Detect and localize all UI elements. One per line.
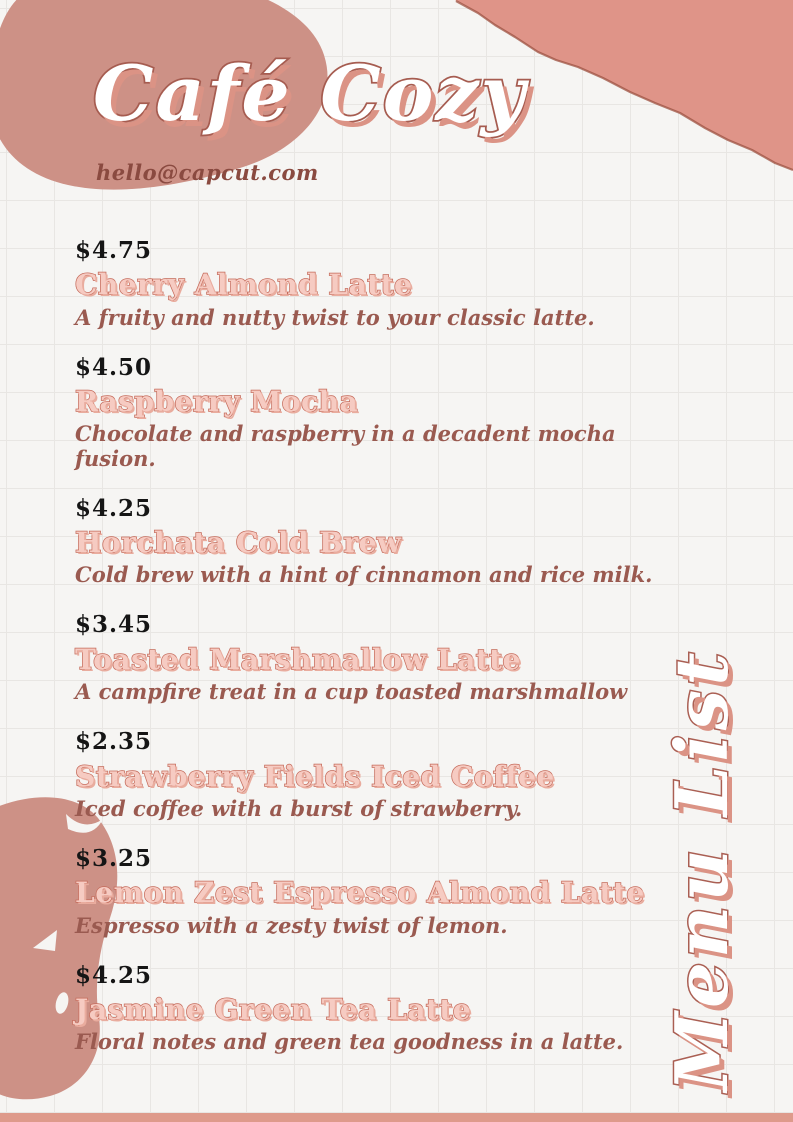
menu-item — [75, 846, 685, 938]
item-name: Cherry Almond Latte — [75, 268, 413, 302]
item-price: $3.45 — [75, 611, 153, 639]
item-price: $4.75 — [75, 237, 153, 264]
page-title: Café Cozy — [93, 49, 527, 138]
menu-item — [75, 963, 685, 1055]
menu-item — [75, 612, 685, 704]
item-description: A campfire treat in a cup toasted marshmallow — [75, 679, 628, 705]
item-name: Jasmine Green Tea Latte — [75, 993, 472, 1027]
item-price: $4.50 — [75, 353, 153, 381]
item-price: $3.25 — [75, 844, 153, 872]
email-text: hello@capcut.com — [96, 160, 319, 185]
item-price: $4.25 — [75, 494, 153, 522]
menu-item — [75, 496, 685, 588]
item-price: $2.35 — [75, 728, 153, 756]
item-name: Toasted Marshmallow Latte — [75, 642, 521, 676]
menu-item — [75, 238, 685, 330]
item-name: Horchata Cold Brew — [75, 526, 402, 560]
item-name: Strawberry Fields Iced Coffee — [75, 759, 555, 793]
item-description: Floral notes and green tea goodness in a latte. — [75, 1029, 624, 1055]
item-description: Iced coffee with a burst of strawberry. — [75, 795, 523, 821]
menu-list-vertical-label: Menu List — [659, 648, 744, 1092]
menu-item — [75, 729, 685, 821]
menu-item — [75, 355, 685, 471]
item-description: Cold brew with a hint of cinnamon and rice milk. — [75, 562, 653, 588]
item-description: A fruity and nutty twist to your classic latte. — [75, 304, 595, 330]
item-name: Raspberry Mocha — [75, 385, 359, 419]
item-name: Lemon Zest Espresso Almond Latte — [75, 876, 645, 910]
item-description: Chocolate and raspberry in a decadent mocha fusion. — [75, 421, 616, 471]
item-price: $4.25 — [75, 961, 153, 989]
item-description: Espresso with a zesty twist of lemon. — [75, 912, 508, 938]
menu-item-list — [75, 238, 685, 1055]
